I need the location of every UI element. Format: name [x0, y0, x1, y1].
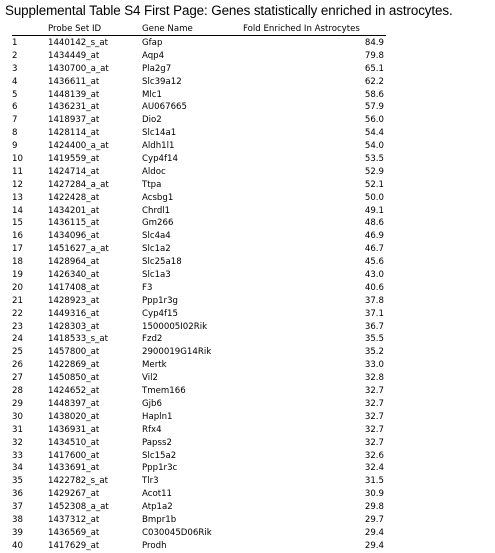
- probe-set-id-cell: 1452308_a_at: [48, 502, 109, 513]
- fold-enriched-cell: 30.9: [364, 489, 384, 500]
- probe-set-id-cell: 1436231_at: [48, 102, 100, 113]
- row-index: 9: [12, 141, 18, 152]
- row-index: 11: [12, 166, 23, 177]
- table-row: [0, 89, 495, 102]
- row-index: 2: [12, 50, 18, 61]
- gene-name-cell: Gfap: [142, 38, 163, 48]
- table-row: [0, 321, 495, 334]
- probe-set-id-cell: 1457800_at: [48, 347, 100, 358]
- table-row: [0, 256, 495, 269]
- table-row: [0, 230, 495, 243]
- gene-name-cell: Mertk: [142, 360, 167, 371]
- table-row: [0, 63, 495, 76]
- fold-enriched-cell: 54.0: [364, 141, 384, 152]
- table-row: [0, 411, 495, 424]
- row-index: 22: [12, 308, 23, 319]
- gene-name-cell: Slc25a18: [142, 257, 182, 268]
- gene-name-cell: Tlr3: [142, 476, 159, 487]
- column-header-fold-enriched: Fold Enriched In Astrocytes: [243, 24, 360, 34]
- probe-set-id-cell: 1428303_at: [48, 321, 100, 332]
- probe-set-id-cell: 1436115_at: [48, 218, 100, 229]
- fold-enriched-cell: 37.8: [364, 295, 384, 306]
- gene-name-cell: 2900019G14Rik: [142, 347, 212, 358]
- fold-enriched-cell: 58.6: [364, 89, 384, 100]
- fold-enriched-cell: 35.2: [364, 347, 384, 358]
- gene-name-cell: Cyp4f14: [142, 154, 178, 165]
- probe-set-id-cell: 1418937_at: [48, 115, 100, 126]
- table-row: [0, 217, 495, 230]
- gene-name-cell: Acsbg1: [142, 192, 174, 203]
- probe-set-id-cell: 1438020_at: [48, 411, 100, 422]
- gene-name-cell: C030045D06Rik: [142, 527, 212, 538]
- row-index: 35: [12, 476, 23, 487]
- table-row: [0, 398, 495, 411]
- row-index: 14: [12, 205, 23, 216]
- gene-name-cell: Slc39a12: [142, 76, 182, 87]
- fold-enriched-cell: 79.8: [364, 50, 384, 61]
- fold-enriched-cell: 33.0: [364, 360, 384, 371]
- table-row: [0, 450, 495, 463]
- header-divider: [12, 35, 386, 36]
- row-index: 33: [12, 450, 23, 461]
- page-title: Supplemental Table S4 First Page: Genes statistically enriched in astrocytes.: [5, 3, 453, 18]
- table-row: [0, 192, 495, 205]
- row-index: 29: [12, 398, 23, 409]
- table-row: [0, 488, 495, 501]
- row-index: 19: [12, 270, 23, 281]
- row-index: 37: [12, 502, 23, 513]
- row-index: 8: [12, 128, 18, 139]
- table-row: [0, 179, 495, 192]
- table-row: [0, 50, 495, 63]
- table-row: [0, 514, 495, 527]
- probe-set-id-cell: 1436611_at: [48, 76, 100, 87]
- table-row: [0, 205, 495, 218]
- probe-set-id-cell: 1422428_at: [48, 192, 100, 203]
- column-header-probe-set-id: Probe Set ID: [48, 24, 102, 34]
- fold-enriched-cell: 32.8: [364, 373, 384, 384]
- row-index: 10: [12, 154, 23, 165]
- probe-set-id-cell: 1448139_at: [48, 89, 100, 100]
- row-index: 40: [12, 540, 23, 551]
- table-row: [0, 76, 495, 89]
- row-index: 13: [12, 192, 23, 203]
- probe-set-id-cell: 1440142_s_at: [48, 38, 108, 48]
- table-row: [0, 295, 495, 308]
- fold-enriched-cell: 46.9: [364, 231, 384, 242]
- gene-name-cell: Vil2: [142, 373, 158, 384]
- probe-set-id-cell: 1434201_at: [48, 205, 100, 216]
- fold-enriched-cell: 45.6: [364, 257, 384, 268]
- row-index: 38: [12, 514, 23, 525]
- probe-set-id-cell: 1428964_at: [48, 257, 100, 268]
- fold-enriched-cell: 29.4: [364, 527, 384, 538]
- fold-enriched-cell: 29.7: [364, 514, 384, 525]
- gene-name-cell: Atp1a2: [142, 502, 173, 513]
- fold-enriched-cell: 32.4: [364, 463, 384, 474]
- fold-enriched-cell: 36.7: [364, 321, 384, 332]
- probe-set-id-cell: 1433691_at: [48, 463, 100, 474]
- gene-name-cell: Aqp4: [142, 50, 165, 61]
- probe-set-id-cell: 1451627_a_at: [48, 244, 109, 255]
- row-index: 15: [12, 218, 23, 229]
- gene-name-cell: Slc14a1: [142, 128, 177, 139]
- probe-set-id-cell: 1428923_at: [48, 295, 100, 306]
- row-index: 24: [12, 334, 23, 345]
- gene-name-cell: Slc1a3: [142, 270, 171, 281]
- table-row: [0, 359, 495, 372]
- table-row: [0, 243, 495, 256]
- fold-enriched-cell: 43.0: [364, 270, 384, 281]
- fold-enriched-cell: 29.8: [364, 502, 384, 513]
- probe-set-id-cell: 1434096_at: [48, 231, 100, 242]
- fold-enriched-cell: 35.5: [364, 334, 384, 345]
- table-row: [0, 501, 495, 514]
- fold-enriched-cell: 32.7: [364, 437, 384, 448]
- probe-set-id-cell: 1434510_at: [48, 437, 100, 448]
- row-index: 26: [12, 360, 23, 371]
- fold-enriched-cell: 31.5: [364, 476, 384, 487]
- fold-enriched-cell: 32.7: [364, 386, 384, 397]
- table-row: [0, 269, 495, 282]
- probe-set-id-cell: 1419559_at: [48, 154, 100, 165]
- fold-enriched-cell: 84.9: [364, 38, 384, 48]
- row-index: 1: [12, 38, 18, 48]
- row-index: 21: [12, 295, 23, 306]
- table-row: [0, 114, 495, 127]
- table-row: [0, 437, 495, 450]
- gene-name-cell: Bmpr1b: [142, 514, 177, 525]
- row-index: 36: [12, 489, 23, 500]
- fold-enriched-cell: 57.9: [364, 102, 384, 113]
- fold-enriched-cell: 37.1: [364, 308, 384, 319]
- probe-set-id-cell: 1428114_at: [48, 128, 100, 139]
- probe-set-id-cell: 1417600_at: [48, 450, 100, 461]
- row-index: 32: [12, 437, 23, 448]
- row-index: 4: [12, 76, 18, 87]
- row-index: 20: [12, 282, 23, 293]
- fold-enriched-cell: 32.7: [364, 411, 384, 422]
- table-row: [0, 385, 495, 398]
- gene-name-cell: Hapln1: [142, 411, 173, 422]
- fold-enriched-cell: 62.2: [364, 76, 384, 87]
- fold-enriched-cell: 32.6: [364, 450, 384, 461]
- table-row: [0, 282, 495, 295]
- gene-name-cell: Papss2: [142, 437, 172, 448]
- probe-set-id-cell: 1422782_s_at: [48, 476, 108, 487]
- table-row: [0, 101, 495, 114]
- table-row: [0, 372, 495, 385]
- gene-name-cell: Dio2: [142, 115, 162, 126]
- probe-set-id-cell: 1424652_at: [48, 386, 100, 397]
- fold-enriched-cell: 54.4: [364, 128, 384, 139]
- row-index: 23: [12, 321, 23, 332]
- fold-enriched-cell: 29.4: [364, 540, 384, 551]
- table-row: [0, 540, 495, 553]
- probe-set-id-cell: 1427284_a_at: [48, 179, 109, 190]
- probe-set-id-cell: 1426340_at: [48, 270, 100, 281]
- gene-name-cell: Prodh: [142, 540, 167, 551]
- row-index: 12: [12, 179, 23, 190]
- gene-name-cell: 1500005I02Rik: [142, 321, 208, 332]
- gene-name-cell: Slc4a4: [142, 231, 171, 242]
- fold-enriched-cell: 53.5: [364, 154, 384, 165]
- table-row: [0, 166, 495, 179]
- column-header-gene-name: Gene Name: [142, 24, 193, 34]
- row-index: 18: [12, 257, 23, 268]
- table-row: [0, 37, 495, 50]
- gene-name-cell: Gjb6: [142, 398, 162, 409]
- gene-table: [0, 24, 495, 553]
- row-index: 34: [12, 463, 23, 474]
- probe-set-id-cell: 1430700_a_at: [48, 63, 109, 74]
- probe-set-id-cell: 1422869_at: [48, 360, 100, 371]
- gene-name-cell: Tmem166: [142, 386, 186, 397]
- row-index: 7: [12, 115, 18, 126]
- probe-set-id-cell: 1424714_at: [48, 166, 100, 177]
- gene-name-cell: Chrdl1: [142, 205, 171, 216]
- fold-enriched-cell: 50.0: [364, 192, 384, 203]
- probe-set-id-cell: 1450850_at: [48, 373, 100, 384]
- table-body: [0, 37, 495, 553]
- fold-enriched-cell: 49.1: [364, 205, 384, 216]
- table-row: [0, 475, 495, 488]
- row-index: 31: [12, 424, 23, 435]
- row-index: 17: [12, 244, 23, 255]
- fold-enriched-cell: 56.0: [364, 115, 384, 126]
- gene-name-cell: Fzd2: [142, 334, 163, 345]
- probe-set-id-cell: 1448397_at: [48, 398, 100, 409]
- table-row: [0, 140, 495, 153]
- table-row: [0, 346, 495, 359]
- fold-enriched-cell: 48.6: [364, 218, 384, 229]
- row-index: 3: [12, 63, 18, 74]
- table-row: [0, 308, 495, 321]
- gene-name-cell: Aldoc: [142, 166, 166, 177]
- row-index: 30: [12, 411, 23, 422]
- gene-name-cell: Gm266: [142, 218, 174, 229]
- probe-set-id-cell: 1437312_at: [48, 514, 100, 525]
- gene-name-cell: Aldh1l1: [142, 141, 175, 152]
- probe-set-id-cell: 1436931_at: [48, 424, 100, 435]
- gene-name-cell: Slc15a2: [142, 450, 177, 461]
- fold-enriched-cell: 52.9: [364, 166, 384, 177]
- fold-enriched-cell: 65.1: [364, 63, 384, 74]
- gene-name-cell: Ttpa: [142, 179, 162, 190]
- fold-enriched-cell: 32.7: [364, 398, 384, 409]
- gene-name-cell: Ppp1r3c: [142, 463, 178, 474]
- gene-name-cell: AU067665: [142, 102, 187, 113]
- probe-set-id-cell: 1424400_a_at: [48, 141, 109, 152]
- gene-name-cell: Rfx4: [142, 424, 162, 435]
- gene-name-cell: Ppp1r3g: [142, 295, 179, 306]
- gene-name-cell: Mlc1: [142, 89, 162, 100]
- probe-set-id-cell: 1449316_at: [48, 308, 100, 319]
- row-index: 27: [12, 373, 23, 384]
- table-row: [0, 153, 495, 166]
- table-header: [0, 24, 495, 35]
- row-index: 6: [12, 102, 18, 113]
- probe-set-id-cell: 1429267_at: [48, 489, 100, 500]
- row-index: 28: [12, 386, 23, 397]
- row-index: 16: [12, 231, 23, 242]
- probe-set-id-cell: 1434449_at: [48, 50, 100, 61]
- row-index: 5: [12, 89, 18, 100]
- probe-set-id-cell: 1417408_at: [48, 282, 100, 293]
- probe-set-id-cell: 1418533_s_at: [48, 334, 108, 345]
- probe-set-id-cell: 1417629_at: [48, 540, 100, 551]
- gene-name-cell: Acot11: [142, 489, 173, 500]
- table-row: [0, 333, 495, 346]
- table-row: [0, 424, 495, 437]
- gene-name-cell: Pla2g7: [142, 63, 172, 74]
- fold-enriched-cell: 40.6: [364, 282, 384, 293]
- fold-enriched-cell: 46.7: [364, 244, 384, 255]
- row-index: 39: [12, 527, 23, 538]
- table-row: [0, 462, 495, 475]
- gene-name-cell: Cyp4f15: [142, 308, 178, 319]
- gene-name-cell: Slc1a2: [142, 244, 171, 255]
- table-row: [0, 127, 495, 140]
- probe-set-id-cell: 1436569_at: [48, 527, 100, 538]
- gene-name-cell: F3: [142, 282, 153, 293]
- fold-enriched-cell: 32.7: [364, 424, 384, 435]
- row-index: 25: [12, 347, 23, 358]
- table-row: [0, 527, 495, 540]
- fold-enriched-cell: 52.1: [364, 179, 384, 190]
